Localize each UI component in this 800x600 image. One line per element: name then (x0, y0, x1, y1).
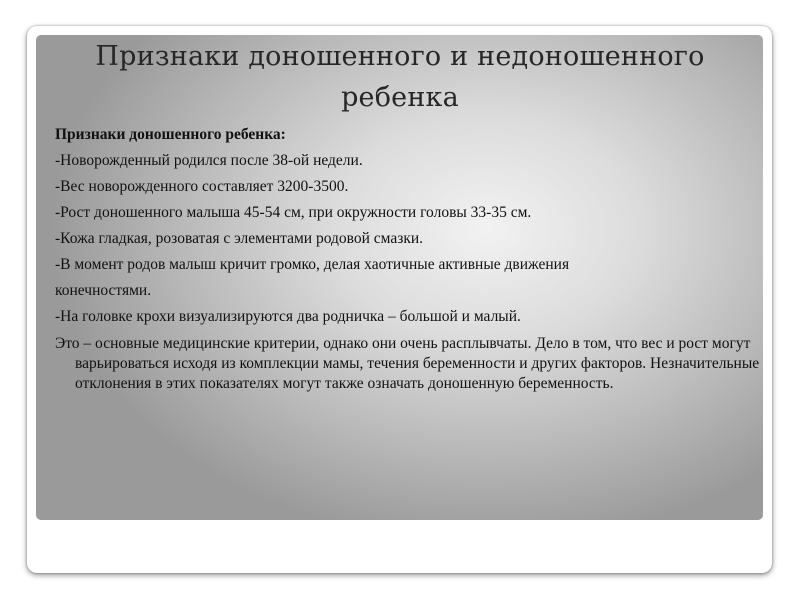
content-line: -Новорожденный родился после 38-ой недели. (55, 152, 363, 169)
content-line: -Рост доношенного малыша 45-54 см, при окружности головы 33-35 см. (55, 204, 532, 221)
content-line: конечностями. (55, 282, 152, 299)
slide-title: Признаки доношенного и недоношенного ребенка (95, 41, 705, 113)
content-paragraph: Это – основные медицинские критерии, однако они очень расплывчаты. Дело в том, что вес и рост могут варьироваться исходя из комплекции мамы, течения беременности и других факторов. Незначительные отклонения в этих показателях могут также означать доношенную беременность. (55, 335, 760, 392)
content-line: -В момент родов малыш кричит громко, делая хаотичные активные движения (55, 256, 570, 273)
content-line: -Вес новорожденного составляет 3200-3500. (55, 178, 349, 195)
content-heading: Признаки доношенного ребенка: (55, 126, 286, 143)
content-line: -На головке крохи визуализируются два родничка – большой и малый. (55, 308, 521, 325)
slide-content (55, 122, 760, 394)
content-line: -Кожа гладкая, розоватая с элементами родовой смазки. (55, 230, 424, 247)
